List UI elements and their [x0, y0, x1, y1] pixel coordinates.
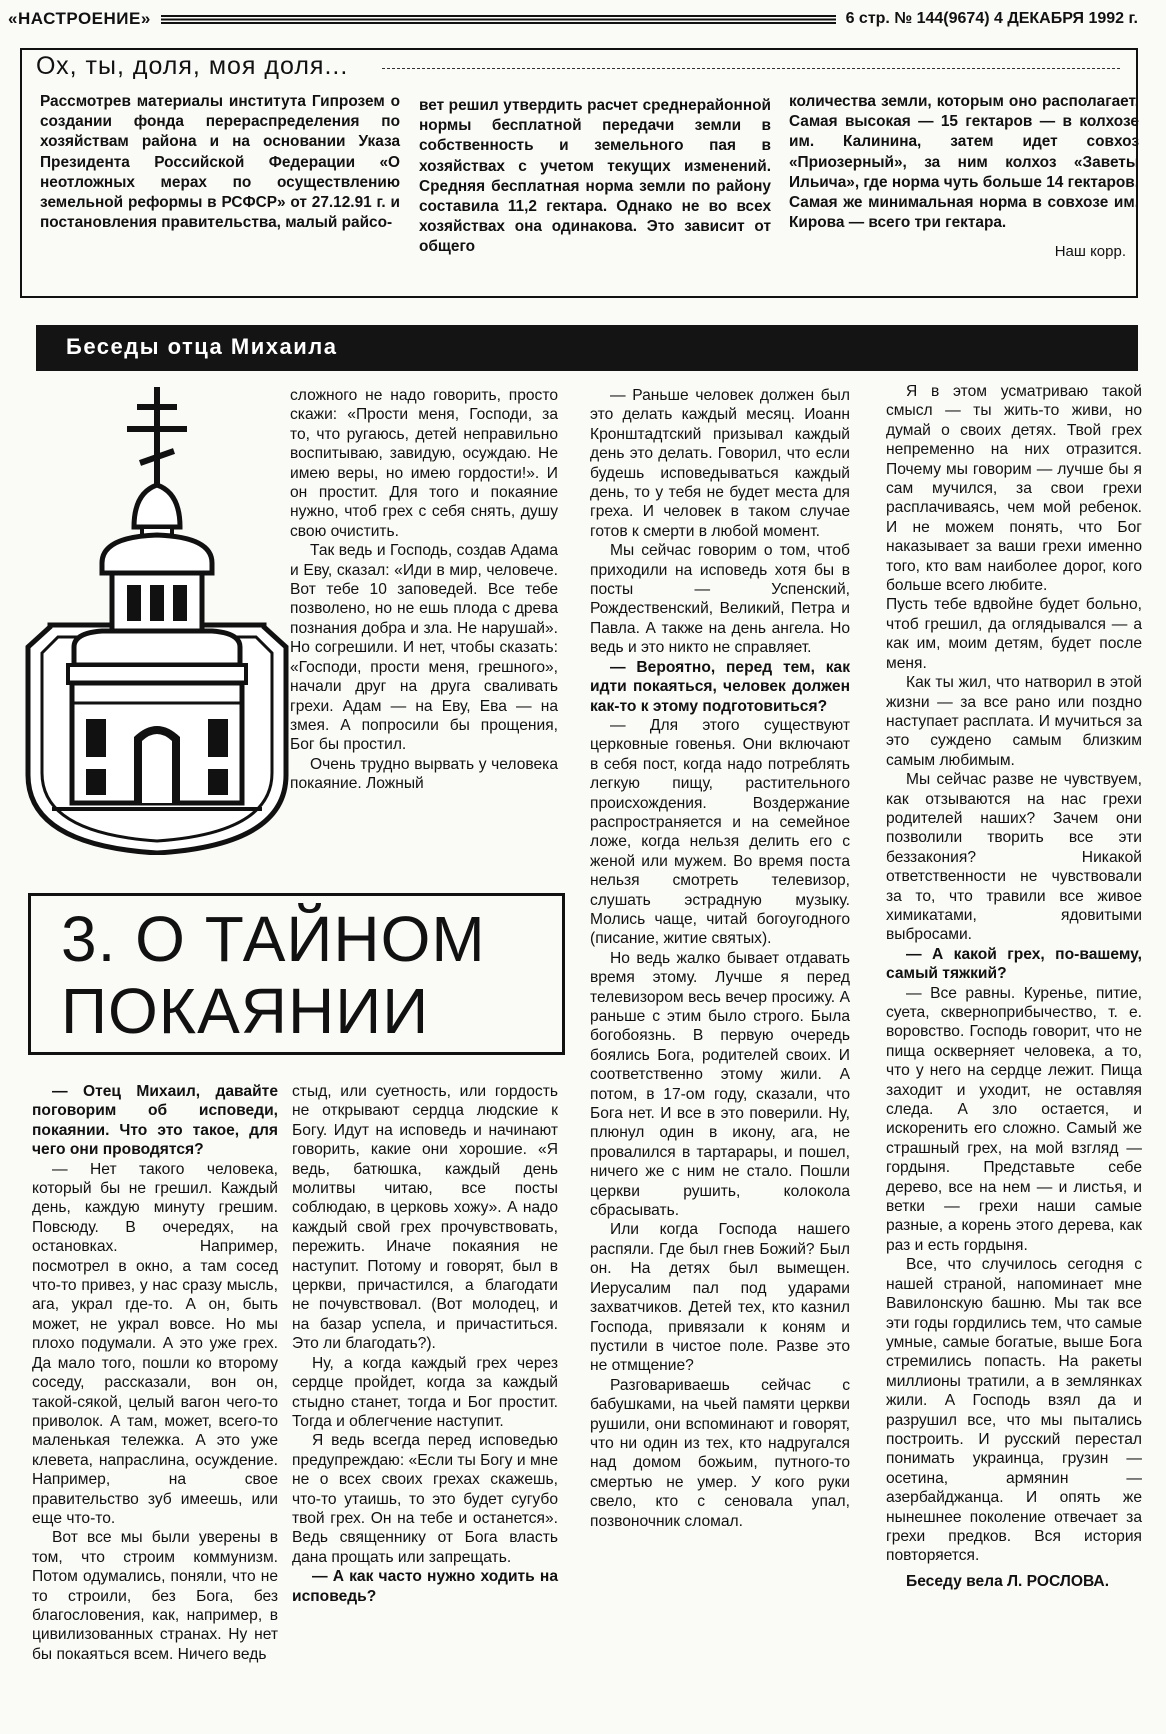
paragraph: — Раньше человек должен был это делать каждый месяц. Иоанн Кронштадтский призывал каждый день это делать. Говорил, что если будешь исповедываться каждый день, то у тебя не будет места для греха. И человек в таком случае готов к смерти в любой момент.	[590, 387, 850, 540]
paragraph: Или когда Господа нашего распяли. Где был гнев Божий? Был он. На детях был вымещен. Иерусалим пал под ударами захватчиков. Детей тех, кто казнил Господа, привязали к коням и пустили в чистое поле. Разве это не отмщение?	[590, 1221, 850, 1375]
top-article-box	[20, 48, 1138, 298]
interview-question: — А какой грех, по-вашему, самый тяжкий?	[886, 945, 1142, 983]
title-divider	[382, 68, 1120, 69]
body-column-4	[886, 382, 1142, 1591]
body-column-3	[590, 386, 850, 1531]
paragraph: Разговариваешь сейчас с бабушками, на чьей памяти церкви рушили, они вспоминают и говорят, что ни один из тех, кто надругался над домом божьим, путного-то смертью не умер. У кого руки свело, кто с сеновала упал, позвоночник сломал.	[590, 1376, 850, 1530]
paragraph: сложного не надо говорить, просто скажи: «Прости меня, Господи, за то, что ругаюсь, детей неправильно воспитываю, завидую, осуждаю. Не имею веры, но имею гордости!». И он простит. Для того и покаяние нужно, чтоб грех с себя снять, душу свою очистить.	[290, 387, 558, 540]
masthead	[8, 8, 1138, 30]
top-article-col-3: количества земли, которым оно располагает. Самая высокая — 15 гектаров — в колхозе им. Калинина, затем идет совхоз «Приозерный», за ним колхоз «Заветы Ильича», где норма чуть больше 14 гектаров. Самая же минимальная норма в совхозе им. Кирова — всего три гектара.	[789, 93, 1139, 232]
masthead-rule	[161, 15, 836, 24]
paragraph: Мы сейчас говорим о том, чтоб приходили на исповедь хотя бы в посты — Успенский, Рождественский, Великий, Петра и Павла. А также на день ангела. Но ведь и это никто не справляет.	[590, 542, 850, 657]
body-column-2-bottom	[292, 1082, 558, 1606]
interview-question: — Отец Михаил, давайте поговорим об исповеди, покаянии. Что это такое, для чего они проводятся?	[32, 1083, 278, 1159]
section-banner	[36, 325, 1138, 371]
article-headline	[28, 893, 565, 1055]
church-emblem-icon	[22, 385, 292, 855]
top-article-col-2: вет решил утвердить расчет среднерайонной нормы бесплатной передачи земли в собственность и земельного пая в хозяйствах с учетом текущих изменений. Средняя бесплатная норма земли по району составила 11,2 гектара. Однако не во всех хозяйствах она одинакова. Это зависит от общего	[419, 97, 771, 256]
paragraph: Пусть тебе вдвойне будет больно, чтоб грешил, да оглядывался — а как им, моим детям, будет после меня.	[886, 596, 1142, 672]
issue-info: 6 стр. № 144(9674) 4 ДЕКАБРЯ 1992 г.	[845, 10, 1138, 27]
interview-question: — А как часто нужно ходить на исповедь?	[292, 1568, 558, 1605]
body-column-1-bottom	[32, 1082, 278, 1664]
body-column-2-top	[290, 386, 558, 794]
section-banner-title: Беседы отца Михаила	[66, 334, 338, 359]
paragraph: Я в этом усматриваю такой смысл — ты жить-то живи, но думай о своих детях. Твой грех непременно на них отразится. Почему мы говорим — лучше бы я сам мучился, за свои грехи расплачиваясь, чем мой ребенок. И не можем понять, что Бог наказывает за ваши грехи именно того, кто вам наиболее дорог, кого больше всего любите.	[886, 383, 1142, 595]
paragraph: Вот все мы были уверены в том, что строим коммунизм. Потом одумались, поняли, что не то строили, без Бога, без благословения, как, например, в цивилизованных странах. Ну нет бы покаяться всем. Ничего ведь	[32, 1529, 278, 1663]
paragraph: — Нет такого человека, который бы не грешил. Каждый день, каждую минуту грешим. Повсюду. В очередях, на остановках. Например, посмотрел в окно, а там сосед что-то привез, у нас сразу мысль, ага, украл где-то. А он, быть может, не украл вовсе. Но мы плохо подумали. А это уже грех. Да мало того, пошли ко второму соседу, рассказали, вон он, такой-сякой, целый вагон чего-то приволок. А там, может, всего-то маленькая тележка. А это уже клевета, напраслина, осуждение. Например, на свое правительство зуб имеешь, или еще что-то.	[32, 1160, 278, 1527]
rubric-title: «НАСТРОЕНИЕ»	[8, 9, 151, 28]
paragraph: — Для этого существуют церковные говенья. Они включают в себя пост, когда надо потреблять легкую пищу, растительного происхождения. Воздержание распространяется и на семейное ложе, когда нельзя делить его с женой или мужем. Во время поста нельзя смотреть телевизор, слушать эстрадную музыку. Молись чаще, читай богоугодного (писание, житие святых).	[590, 716, 850, 948]
top-article-col-1: Рассмотрев материалы института Гипрозем о создании фонда перераспределения по хозяйствам района и на основании Указа Президента Российской Федерации «О неотложных мерах по осуществлению земельной реформы в РСФСР» от 27.12.91 г. и постановления правительства, малый райсо-	[40, 93, 400, 232]
paragraph: Очень трудно вырвать у человека покаяние. Ложный	[290, 755, 558, 793]
paragraph: Ну, а когда каждый грех через сердце пройдет, когда за каждый стыдно станет, тогда и Бог простит. Тогда и облегчение наступит.	[292, 1354, 558, 1430]
top-article-title: Ох, ты, доля, моя доля...	[36, 52, 356, 81]
body-column-4-text	[886, 382, 1142, 1566]
paragraph: Я ведь всегда перед исповедью предупреждаю: «Если ты Богу и мне не о всех своих грехах скажешь, что-то утаишь, то это будет сугубо твой грех. Он на тебе и останется». Ведь священнику от Бога власть дана прощать или запрещать.	[292, 1432, 558, 1566]
headline-line-1: 3. О ТАЙНОМ	[61, 903, 486, 975]
top-article-signature: Наш корр.	[1054, 243, 1126, 260]
article-byline: Беседу вела Л. РОСЛОВА.	[906, 1572, 1110, 1590]
paragraph: Но ведь жалко бывает отдавать время этому. Лучше я перед телевизором весь вечер просижу. А раньше с этим было строго. Была богобоязнь. В первую очередь боялись Бога, родителей своих. И соответственно этому жили. А потом, в 17-ом году, сказали, что Бога нет. И все в это поверили. Ну, плюнул один в икону, ага, не провалился в тартарары, и пошел, ничего же с ним не стало. Пошли церкви рушить, колокола сбрасывать.	[590, 949, 850, 1220]
paragraph: Как ты жил, что натворил в этой жизни — за все рано или поздно наступает расплата. И мучиться за это суждено самым близким самым любимым.	[886, 674, 1142, 769]
paragraph: Все, что случилось сегодня с нашей страной, напоминает мне Вавилонскую башню. Мы так все эти годы гордились тем, что самые умные, самые богатые, выше Бога стремились попасть. На ракеты миллионы тратили, а в землянках жили. А Господь взял да и разрушил все, что мы пытались построить. И русский перестал понимать украинца, грузин — осетина, армянин — азербайджанца. И опять же нынешнее поколение отвечает за грехи предков. Вся история повторяется.	[886, 1256, 1142, 1565]
interview-question: — Вероятно, перед тем, как идти покаяться, человек должен как-то к этому подготовиться?	[590, 658, 850, 715]
paragraph: стыд, или суетность, или гордость не открывают сердца людские к Богу. Идут на исповедь и начинают говорить, какие они хорошие. «Я ведь, батюшка, каждый день молитвы читаю, все посты соблюдаю, в церковь хожу». А надо каждый свой грех прочувствовать, пережить. Иначе покаяния не наступит. Потому и говорят, был в церкви, причастился, а благодати не почувствовал. (Вот молодец, и на базар успела, и причаститься. Это ли благодать?).	[292, 1083, 558, 1353]
paragraph: Мы сейчас разве не чувствуем, как отзываются на нас грехи родителей наших? Зачем они позволили творить все эти беззакония? Никакой ответственности не чувствовали за то, что травили все живое химикатами, ядовитыми выбросами.	[886, 771, 1142, 944]
headline-line-2: ПОКАЯНИИ	[61, 975, 430, 1047]
paragraph: — Все равны. Куренье, питие, суета, скверноприбычество, т. е. воровство. Господь говорит, что не пища оскверняет человека, а то, что у него на сердце лежит. Пища заходит и уходит, не оставляя следа. А зло остается, и искоренить его сложно. Самый же страшный грех, на мой взгляд — гордыня. Представьте себе дерево, все на нем — и листья, и ветки — грехи наши самые разные, а корень этого дерева, как раз и есть гордыня.	[886, 984, 1142, 1254]
paragraph: Так ведь и Господь, создав Адама и Еву, сказал: «Иди в мир, человече. Вот тебе 10 заповедей. Все тебе позволено, но не ешь плода с древа познания добра и зла. Не нарушай». Но согрешили. И нет, чтобы сказать: «Господи, прости меня, грешного», начали друг на друга сваливать грехи. Адам — на Еву, Ева — на змея. А попросили бы прощения, Бог бы простил.	[290, 542, 558, 754]
